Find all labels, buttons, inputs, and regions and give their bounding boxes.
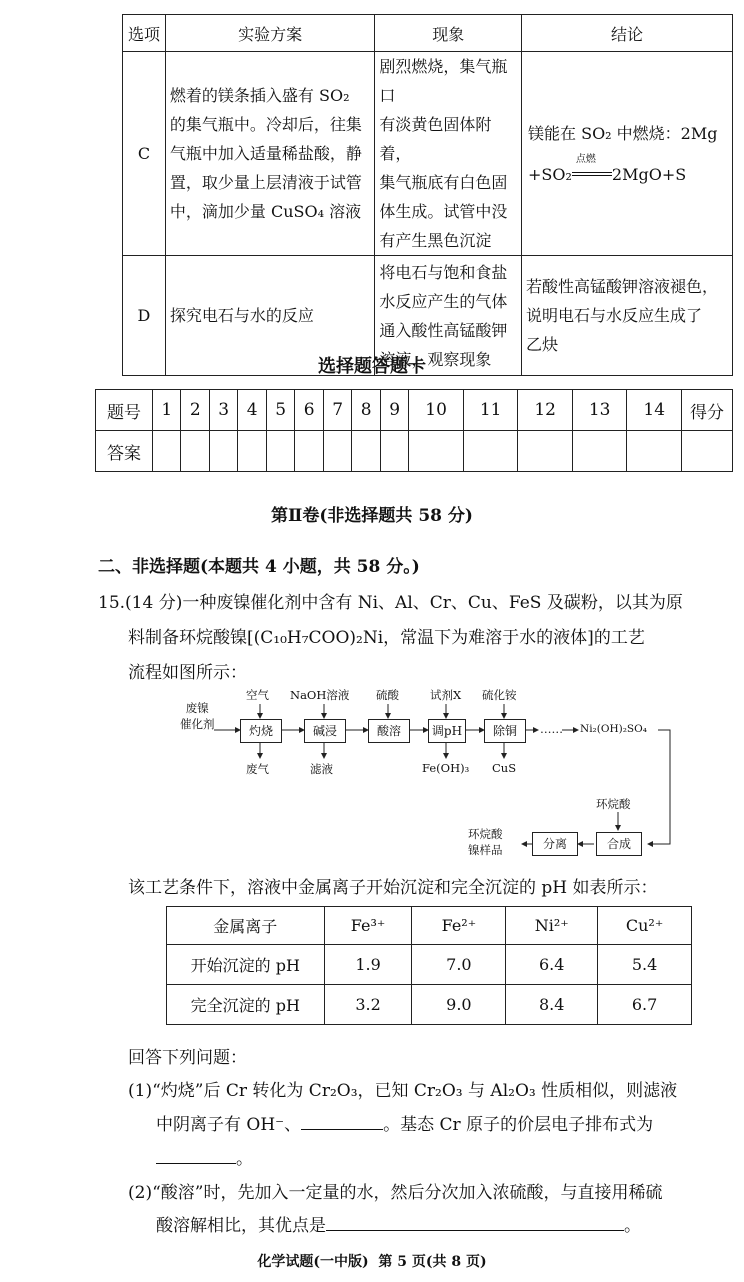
header-plan: 实验方案	[165, 15, 374, 52]
conclusion-c-equation	[528, 154, 728, 189]
question-number: 4	[238, 390, 266, 431]
conclusion-d-line: 乙炔	[526, 335, 559, 354]
answer-cell[interactable]	[153, 431, 181, 472]
process-flowchart	[170, 684, 690, 864]
answer-blank-electron-config[interactable]	[156, 1149, 236, 1164]
sub1-end: 。	[236, 1149, 253, 1169]
phenomenon-c	[375, 52, 522, 256]
q15-line2: 料制备环烷酸镍[(C₁₀H₇COO)₂Ni，常温下为难溶于水的液体]的工艺	[128, 628, 645, 648]
phenomenon-d-line: 将电石与饱和食盐	[379, 262, 508, 282]
phenomenon-c-line: 体生成。试管中没	[379, 202, 508, 221]
feed-line: 催化剂	[180, 717, 215, 731]
intermediate-product: Ni₂(OH)₂SO₄	[580, 723, 647, 735]
score-cell[interactable]	[682, 431, 733, 472]
ph-header: Cu²⁺	[598, 907, 692, 945]
sub1-text-b: 。基态 Cr 原子的价层电子排布式为	[383, 1115, 654, 1135]
input-ammonium-sulfide: 硫化铵	[482, 688, 517, 702]
ph-value: 1.9	[324, 945, 412, 985]
ph-table	[166, 906, 692, 1025]
reaction-condition: 点燃	[575, 154, 596, 165]
product-line: 镍样品	[468, 843, 503, 857]
row-label-number: 题号	[96, 390, 153, 431]
step-remove-copper: 除铜	[484, 719, 526, 743]
ph-header: Ni²⁺	[506, 907, 598, 945]
q15-line3: 流程如图所示：	[128, 663, 247, 683]
conclusion-d-line: 说明电石与水反应生成了	[526, 306, 703, 325]
answer-card-answer-row	[96, 431, 733, 472]
answer-cell[interactable]	[238, 431, 266, 472]
answer-cell[interactable]	[380, 431, 408, 472]
ph-table-intro: 该工艺条件下，溶液中金属离子开始沉淀和完全沉淀的 pH 如表所示：	[128, 878, 658, 898]
question-number: 11	[463, 390, 518, 431]
output-cus: CuS	[492, 761, 517, 775]
answer-prompt: 回答下列问题：	[128, 1048, 247, 1068]
plan-c	[165, 52, 374, 256]
table-header-row	[123, 15, 733, 52]
step-synthesis: 合成	[596, 832, 642, 856]
ph-header: 金属离子	[167, 907, 325, 945]
answer-cell[interactable]	[181, 431, 209, 472]
ph-value: 5.4	[598, 945, 692, 985]
input-naoh: NaOH溶液	[290, 688, 350, 702]
plan-d: 探究电石与水的反应	[165, 256, 374, 376]
feed-label	[180, 700, 215, 732]
answer-card-number-row	[96, 390, 733, 431]
answer-cell[interactable]	[518, 431, 573, 472]
ph-row-label: 开始沉淀的 pH	[167, 945, 325, 985]
option-d: D	[123, 256, 166, 376]
row-label-answer: 答案	[96, 431, 153, 472]
phenomenon-c-line: 有产生黑色沉淀	[379, 231, 492, 250]
table-row-c	[123, 52, 733, 256]
score-label: 得分	[682, 390, 733, 431]
answer-cell[interactable]	[323, 431, 351, 472]
step-separation: 分离	[532, 832, 578, 856]
sub1-line2	[156, 1110, 653, 1135]
plan-c-line: 的集气瓶中。冷却后，往集	[169, 115, 362, 134]
answer-cell[interactable]	[463, 431, 518, 472]
step-acid-dissolve: 酸溶	[368, 719, 410, 743]
ph-row-label: 完全沉淀的 pH	[167, 985, 325, 1025]
answer-blank-anions[interactable]	[301, 1115, 383, 1130]
page-footer: 化学试题(一中版) 第 5 页(共 8 页)	[257, 1254, 487, 1270]
conclusion-c	[522, 52, 733, 256]
ph-header: Fe²⁺	[412, 907, 506, 945]
ph-value: 3.2	[324, 985, 412, 1025]
header-option: 选项	[123, 15, 166, 52]
answer-cell[interactable]	[572, 431, 627, 472]
section-title: 第Ⅱ卷(非选择题共 58 分)	[271, 506, 473, 526]
output-waste-gas: 废气	[246, 762, 269, 776]
q15-line1: 15.(14 分)一种废镍催化剂中含有 Ni、Al、Cr、Cu、FeS 及碳粉，以其为原	[98, 593, 683, 613]
question-number: 6	[295, 390, 323, 431]
table-row	[167, 985, 692, 1025]
input-sulfuric-acid: 硫酸	[376, 688, 399, 702]
table-row	[167, 945, 692, 985]
input-air: 空气	[246, 688, 269, 702]
sub1-text-a: 中阴离子有 OH⁻、	[156, 1115, 302, 1135]
ph-header: Fe³⁺	[324, 907, 412, 945]
phenomenon-d-line: 通入酸性高锰酸钾	[379, 320, 508, 340]
product-label	[468, 826, 503, 858]
answer-card-title: 选择题答题卡	[318, 356, 426, 377]
output-filtrate: 滤液	[310, 762, 333, 776]
question-number: 12	[518, 390, 573, 431]
equals-line	[572, 172, 612, 176]
question-number: 9	[380, 390, 408, 431]
product-line: 环烷酸	[468, 827, 503, 841]
plan-c-line: 中，滴加少量 CuSO₄ 溶液	[169, 202, 362, 221]
reaction-arrow	[572, 154, 612, 182]
ph-value: 6.7	[598, 985, 692, 1025]
phenomenon-d-line: 溶液，观察现象	[379, 349, 492, 369]
question-number: 13	[572, 390, 627, 431]
answer-cell[interactable]	[409, 431, 464, 472]
step-adjust-ph: 调pH	[428, 719, 466, 743]
input-reagent-x: 试剂X	[430, 688, 462, 702]
part-heading: 二、非选择题(本题共 4 小题，共 58 分。)	[98, 557, 420, 577]
conclusion-c-line1: 镁能在 SO₂ 中燃烧：2Mg	[528, 123, 718, 143]
equation-right: 2MgO+S	[611, 164, 687, 184]
feed-line: 废镍	[185, 701, 209, 715]
sub2-line1: (2)“酸溶”时，先加入一定量的水，然后分次加入浓硫酸，与直接用稀硫	[128, 1183, 663, 1203]
header-conclusion: 结论	[522, 15, 733, 52]
phenomenon-c-line: 剧烈燃烧，集气瓶口	[379, 57, 508, 105]
phenomenon-c-line: 集气瓶底有白色固	[379, 173, 508, 192]
answer-blank-advantage[interactable]	[326, 1216, 624, 1231]
ph-value: 6.4	[506, 945, 598, 985]
ph-value: 7.0	[412, 945, 506, 985]
answer-cell[interactable]	[627, 431, 682, 472]
question-number: 10	[409, 390, 464, 431]
question-number: 8	[352, 390, 380, 431]
sub1-line3	[156, 1144, 253, 1169]
answer-cell[interactable]	[266, 431, 294, 472]
input-naphthenic-acid: 环烷酸	[596, 797, 631, 811]
sub2-text-a: 酸溶解相比，其优点是	[156, 1216, 326, 1236]
sub1-line1: (1)“灼烧”后 Cr 转化为 Cr₂O₃，已知 Cr₂O₃ 与 Al₂O₃ 性质相似，则滤液	[128, 1081, 678, 1101]
output-fe-oh3: Fe(OH)₃	[422, 761, 470, 775]
question-number: 7	[323, 390, 351, 431]
sub2-line2	[156, 1211, 641, 1236]
answer-card-table	[95, 389, 733, 472]
question-number: 14	[627, 390, 682, 431]
sub2-end: 。	[624, 1216, 641, 1236]
answer-cell[interactable]	[209, 431, 237, 472]
question-number: 5	[266, 390, 294, 431]
plan-c-line: 置，取少量上层清液于试管	[169, 173, 362, 192]
conclusion-d-line: 若酸性高锰酸钾溶液褪色，	[526, 277, 719, 296]
plan-c-line: 燃着的镁条插入盛有 SO₂	[169, 86, 350, 105]
step-alkali-leach: 碱浸	[304, 719, 346, 743]
flow-ellipsis: ……	[540, 722, 563, 736]
phenomenon-d-line: 水反应产生的气体	[379, 291, 508, 311]
step-roast: 灼烧	[240, 719, 282, 743]
phenomenon-c-line: 有淡黄色固体附着，	[379, 115, 492, 163]
question-number: 1	[153, 390, 181, 431]
experiment-table	[122, 14, 733, 376]
question-number: 3	[209, 390, 237, 431]
answer-cell[interactable]	[352, 431, 380, 472]
option-c: C	[123, 52, 166, 256]
ph-table-header	[167, 907, 692, 945]
ph-value: 9.0	[412, 985, 506, 1025]
plan-c-line: 气瓶中加入适量稀盐酸，静	[169, 144, 362, 163]
header-phenomenon: 现象	[375, 15, 522, 52]
ph-value: 8.4	[506, 985, 598, 1025]
equation-left: +SO₂	[528, 164, 572, 184]
answer-cell[interactable]	[295, 431, 323, 472]
question-number: 2	[181, 390, 209, 431]
